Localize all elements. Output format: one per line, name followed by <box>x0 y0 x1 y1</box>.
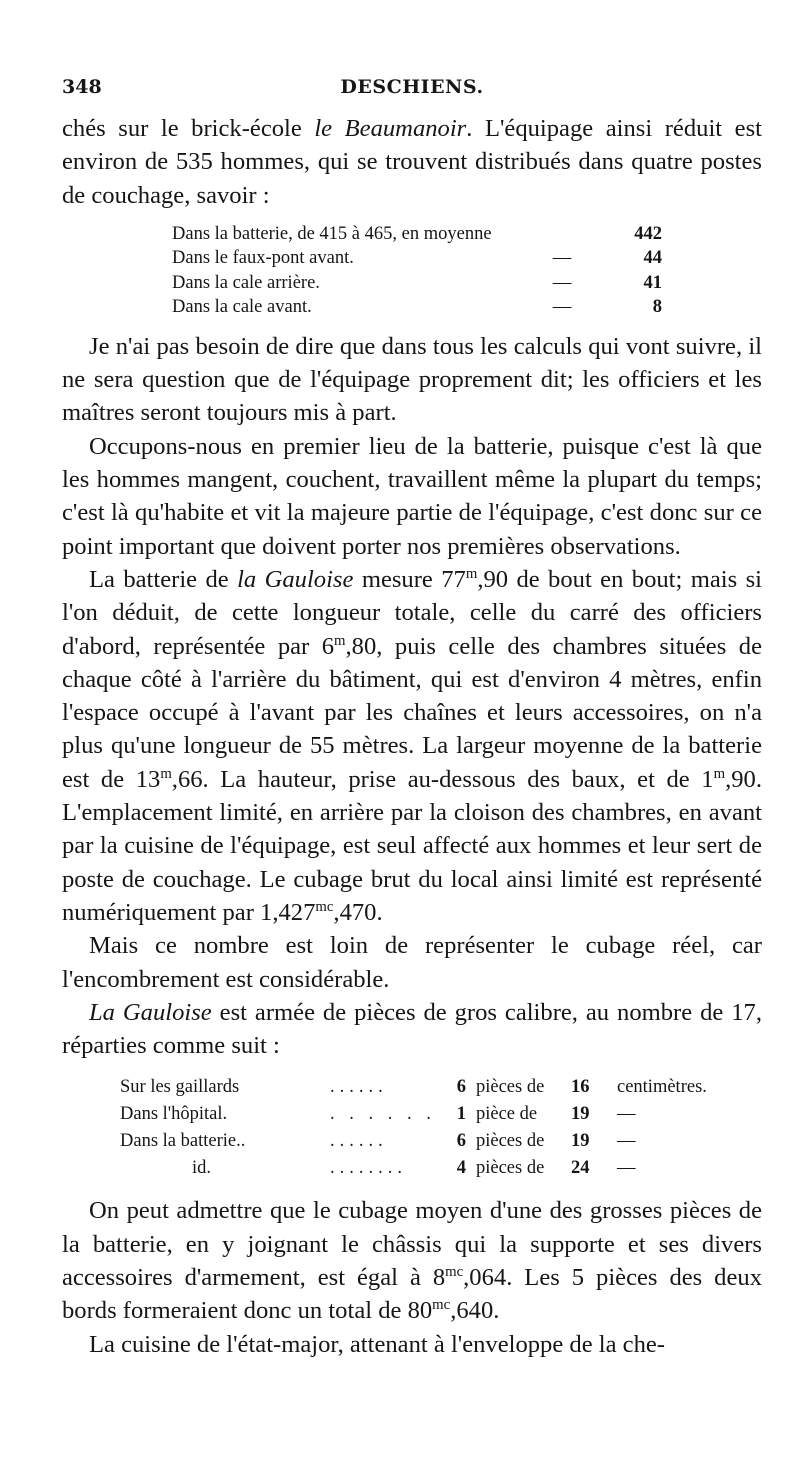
paragraph-1: chés sur le brick-école le Beaumanoir. L'équipage ainsi réduit est environ de 535 hommes, qui se trouvent distribués dans quatre postes de couchage, savoir : <box>62 115 762 209</box>
paragraph-3: Occupons-nous en premier lieu de la batterie, puisque c'est là que les hommes mangent, couchent, travaillent même la plupart du temps; c'est là qu'habite et vit la majeure partie de l'équipage, c'est donc sur ce point important que doivent porter nos premières observations. <box>62 432 762 560</box>
crew-distribution-table <box>172 222 762 320</box>
paragraph-5: Mais ce nombre est loin de représenter le cubage réel, car l'encombrement est considérable. <box>62 932 762 993</box>
table-row: id. ........ 4 pièces de 24 — <box>192 1158 636 1179</box>
paragraph-4: La batterie de la Gauloise mesure 77$^m$,90 de bout en bout; mais si l'on déduit, de cette longueur totale, celle du carré des officiers d'abord, représentée par 6$^m$,80, puis celle des chambres situées de chaque côté à l'arrière du bâtiment, qui est d'environ 4 mètres, enfin l'espace occupé à l'avant par les chaînes et leurs accessoires, on n'a plus qu'une longueur de 55 mètres. La largeur moyenne de la batterie est de 13$^m$,66. La hauteur, prise au-dessous des baux, et de 1$^m$,90. L'emplacement limité, en arrière par la cloison des chambres, en avant par la cuisine de l'équipage, est seul affecté aux hommes et leur sert de poste de couchage. Le cubage brut du local ainsi limité est représenté numériquement par $1,427^{mc},470$. <box>62 565 763 926</box>
paragraph-6: La Gauloise est armée de pièces de gros calibre, au nombre de 17, réparties comme suit : <box>62 998 762 1060</box>
table-row: Dans la batterie.. ...... 6 pièces de 19 — <box>120 1131 636 1152</box>
paragraph-7: On peut admettre que le cubage moyen d'une des grosses pièces de la batterie, en y joignant le châssis qui la supporte et ses divers accessoires d'armement, est égal à $8^{mc},064$. Les 5 pièces des deux bords formeraient donc un total de $80^{mc},640$. <box>62 1197 762 1325</box>
table-row: Sur les gaillards ...... 6 pièces de 16 centimètres. <box>120 1077 707 1098</box>
paragraph-2: Je n'ai pas besoin de dire que dans tous les calculs qui vont suivre, il ne sera question que de l'équipage proprement dit; les officiers et les maîtres seront toujours mis à part. <box>62 332 762 427</box>
page-number: 348 <box>62 76 102 98</box>
body-text <box>62 112 762 1361</box>
ship-name: le Beaumanoir <box>314 115 467 142</box>
table-row: Dans la cale arrière. — 41 <box>172 272 662 293</box>
table-row: Dans le faux-pont avant. — 44 <box>172 248 662 269</box>
ship-name: la Gauloise <box>237 565 354 593</box>
running-head: DESCHIENS. <box>340 76 484 98</box>
artillery-table <box>120 1074 762 1182</box>
table-row: Dans l'hôpital. . . . . . . 1 pièce de 19 — <box>120 1104 636 1125</box>
table-row: Dans la batterie, de 415 à 465, en moyenne 442 <box>172 223 662 244</box>
paragraph-8: La cuisine de l'état-major, attenant à l'enveloppe de la che- <box>89 1330 665 1358</box>
ship-name: La Gauloise <box>89 998 212 1026</box>
page-header <box>62 76 762 104</box>
table-row: Dans la cale avant. — 8 <box>172 297 662 318</box>
